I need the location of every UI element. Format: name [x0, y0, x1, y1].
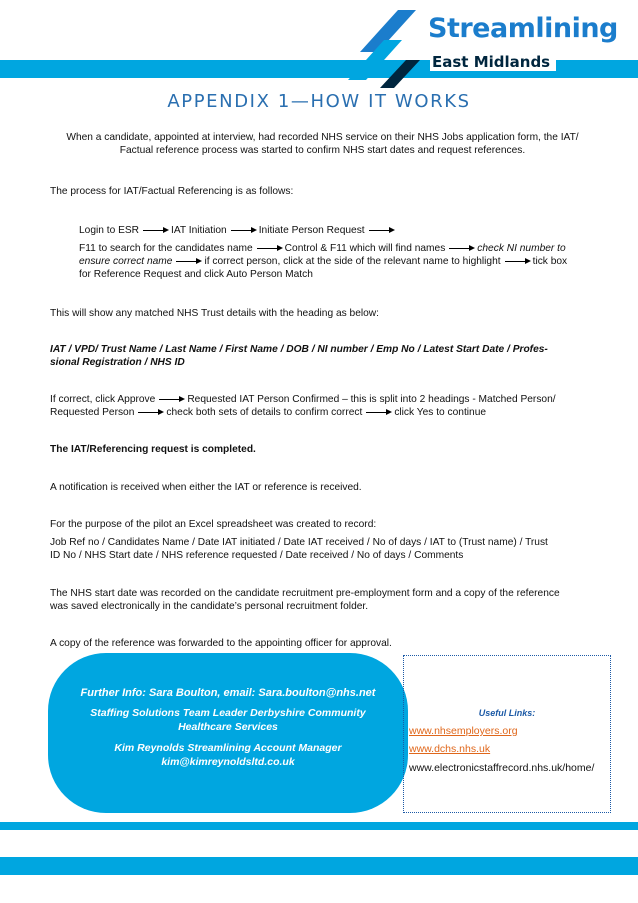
- step-ensure-name: ensure correct name: [79, 256, 173, 267]
- arrow-icon: [369, 230, 393, 231]
- forwarded-text: A copy of the reference was forwarded to the appointing officer for approval.: [50, 638, 392, 649]
- step-f11-search: F11 to search for the candidates name: [79, 243, 253, 254]
- step-tick-box: tick box: [532, 256, 568, 267]
- further-info-panel: [48, 653, 408, 813]
- page-title: APPENDIX 1—HOW IT WORKS: [167, 91, 471, 112]
- approve-line-1: [50, 393, 595, 406]
- check-details-text: check both sets of details to confirm correct: [166, 407, 363, 418]
- info-contact: Further Info: Sara Boulton, email: Sara.boulton@nhs.net: [80, 687, 376, 699]
- completed-text: The IAT/Referencing request is completed.: [50, 444, 256, 455]
- match-text: This will show any matched NHS Trust details with the heading as below:: [50, 308, 379, 319]
- useful-links-title: Useful Links:: [478, 708, 536, 718]
- arrow-icon: [159, 399, 183, 400]
- intro-paragraph: When a candidate, appointed at interview, had recorded NHS service on their NHS Jobs application form, the IAT/ Factual reference process was started to confirm NHS start dates and request references.: [66, 132, 579, 156]
- info-manager-email: kim@kimreynoldsltd.co.uk: [161, 756, 295, 768]
- link-dchs[interactable]: www.dchs.nhs.uk: [409, 743, 491, 755]
- steps-line-2: [79, 242, 599, 255]
- confirmed-text: Requested IAT Person Confirmed – this is split into 2 headings - Matched Person/: [187, 394, 556, 405]
- steps-line-1: [79, 224, 599, 237]
- arrow-icon: [366, 412, 390, 413]
- headings-line-1: IAT / VPD/ Trust Name / Last Name / First Name / DOB / NI number / Emp No / Latest Start Date / Profes-: [50, 344, 548, 355]
- arrow-icon: [505, 261, 529, 262]
- arrow-icon: [449, 248, 473, 249]
- logo-text-east-midlands: East Midlands: [430, 53, 556, 71]
- approve-text: If correct, click Approve: [50, 394, 156, 405]
- arrow-icon: [231, 230, 255, 231]
- header: [0, 0, 638, 90]
- step-iat-initiation: IAT Initiation: [171, 225, 227, 236]
- arrow-icon: [138, 412, 162, 413]
- requested-person-text: Requested Person: [50, 407, 135, 418]
- step-check-ni: check NI number to: [477, 243, 566, 254]
- info-manager: Kim Reynolds Streamlining Account Manager: [114, 742, 342, 754]
- arrow-icon: [143, 230, 167, 231]
- step-login: Login to ESR: [79, 225, 140, 236]
- headings-line-2: sional Registration / NHS ID: [50, 357, 185, 368]
- pilot-line-2: Job Ref no / Candidates Name / Date IAT initiated / Date IAT received / No of days / IAT to (Trust name) / Trust: [50, 537, 548, 548]
- steps-line-4: for Reference Request and click Auto Person Match: [79, 269, 313, 280]
- arrow-icon: [257, 248, 281, 249]
- footer-band-2: [0, 857, 638, 875]
- click-yes-text: click Yes to continue: [394, 407, 487, 418]
- pilot-line-1: For the purpose of the pilot an Excel spreadsheet was created to record:: [50, 519, 377, 530]
- logo-text-streamlining: Streamlining: [428, 13, 618, 44]
- streamlining-logo-icon: [340, 0, 422, 90]
- step-control-f11: Control & F11 which will find names: [284, 243, 446, 254]
- start-date-line-2: was saved electronically in the candidate’s personal recruitment folder.: [50, 601, 369, 612]
- link-esr[interactable]: www.electronicstaffrecord.nhs.uk/home/: [409, 762, 595, 774]
- notification-text: A notification is received when either the IAT or reference is received.: [50, 482, 362, 493]
- footer-band-1: [0, 822, 638, 830]
- approve-line-2: [50, 406, 595, 419]
- info-role: Staffing Solutions Team Leader Derbyshire Community: [90, 707, 366, 719]
- step-highlight: if correct person, click at the side of the relevant name to highlight: [204, 256, 501, 267]
- start-date-line-1: The NHS start date was recorded on the candidate recruitment pre-employment form and a copy of the reference: [50, 588, 560, 599]
- step-initiate-request: Initiate Person Request: [258, 225, 365, 236]
- link-nhs-employers[interactable]: www.nhsemployers.org: [409, 725, 518, 737]
- steps-line-3: [79, 255, 599, 268]
- arrow-icon: [176, 261, 200, 262]
- pilot-line-3: ID No / NHS Start date / NHS reference requested / Date received / No of days / Comments: [50, 550, 464, 561]
- useful-links-panel: [403, 655, 611, 813]
- process-intro: The process for IAT/Factual Referencing is as follows:: [50, 186, 294, 197]
- info-org: Healthcare Services: [178, 721, 278, 733]
